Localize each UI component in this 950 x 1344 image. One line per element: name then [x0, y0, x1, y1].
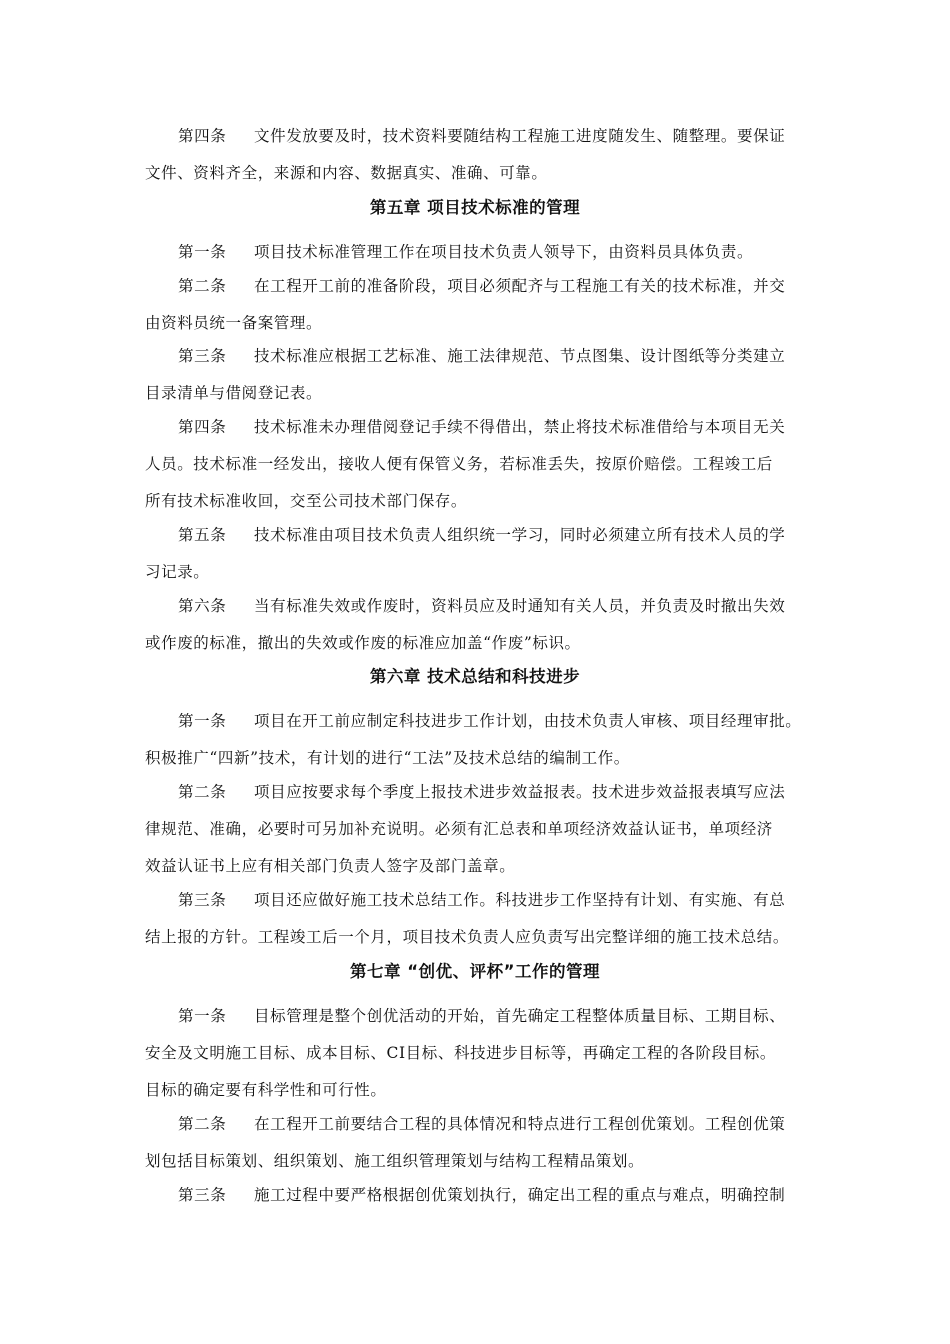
- paragraph-text: 文件、资料齐全，来源和内容、数据真实、准确、可靠。: [145, 164, 548, 182]
- paragraph-line: [178, 346, 858, 366]
- paragraph-text: 文件发放要及时，技术资料要随结构工程施工进度随发生、随整理。要保证: [254, 127, 786, 145]
- paragraph-text: 习记录。: [145, 563, 210, 581]
- paragraph-text: 项目在开工前应制定科技进步工作计划，由技术负责人审核、项目经理审批。: [254, 712, 802, 730]
- paragraph-text: 技术标准未办理借阅登记手续不得借出，禁止将技术标准借给与本项目无关: [254, 418, 786, 436]
- chapter-heading: 第五章 项目技术标准的管理: [369, 198, 581, 217]
- paragraph-text: 项目应按要求每个季度上报技术进步效益报表。技术进步效益报表填写应法: [254, 783, 786, 801]
- paragraph-text: 律规范、准确，必要时可另加补充说明。必须有汇总表和单项经济效益认证书，单项经济: [145, 820, 773, 838]
- paragraph-line: [145, 454, 825, 474]
- paragraph-text: 目标管理是整个创优活动的开始，首先确定工程整体质量目标、工期目标、: [254, 1007, 786, 1025]
- paragraph-line: [178, 525, 858, 545]
- paragraph-line: [145, 1151, 825, 1171]
- paragraph-line: [145, 856, 825, 876]
- paragraph-line: [145, 1080, 825, 1100]
- paragraph-line: [178, 596, 858, 616]
- article-label: 第三条: [178, 347, 227, 365]
- paragraph-line: [145, 1043, 825, 1063]
- paragraph-line: [178, 782, 858, 802]
- chapter-heading: 第六章 技术总结和科技进步: [369, 667, 581, 686]
- paragraph-text: 所有技术标准收回，交至公司技术部门保存。: [145, 492, 468, 510]
- paragraph-line: [145, 163, 825, 183]
- article-label: 第一条: [178, 712, 227, 730]
- paragraph-line: [178, 1185, 858, 1205]
- paragraph-text: 在工程开工前要结合工程的具体情况和特点进行工程创优策划。工程创优策: [254, 1115, 786, 1133]
- paragraph-line: [145, 562, 825, 582]
- paragraph-text: 项目还应做好施工技术总结工作。科技进步工作坚持有计划、有实施、有总: [254, 891, 786, 909]
- paragraph-line: [178, 242, 858, 262]
- paragraph-text: 结上报的方针。工程竣工后一个月，项目技术负责人应负责写出完整详细的施工技术总结。: [145, 928, 790, 946]
- paragraph-text: 人员。技术标准一经发出，接收人便有保管义务，若标准丢失，按原价赔偿。工程竣工后: [145, 455, 773, 473]
- paragraph-line: [178, 1114, 858, 1134]
- paragraph-text: 效益认证书上应有相关部门负责人签字及部门盖章。: [145, 857, 516, 875]
- paragraph-line: [145, 383, 825, 403]
- paragraph-text: 安全及文明施工目标、成本目标、CI目标、科技进步目标等，再确定工程的各阶段目标。: [145, 1044, 776, 1062]
- paragraph-line: [178, 417, 858, 437]
- article-label: 第二条: [178, 783, 227, 801]
- article-label: 第五条: [178, 526, 227, 544]
- article-label: 第二条: [178, 277, 227, 295]
- chapter-heading: 第七章 “创优、评杯”工作的管理: [350, 962, 600, 981]
- article-label: 第三条: [178, 891, 227, 909]
- paragraph-text: 积极推广“四新”技术，有计划的进行“工法”及技术总结的编制工作。: [145, 749, 630, 767]
- paragraph-text: 划包括目标策划、组织策划、施工组织管理策划与结构工程精品策划。: [145, 1152, 645, 1170]
- paragraph-text: 当有标准失效或作废时，资料员应及时通知有关人员，并负责及时撤出失效: [254, 597, 786, 615]
- article-label: 第一条: [178, 243, 227, 261]
- paragraph-line: [145, 491, 825, 511]
- paragraph-line: [145, 748, 825, 768]
- article-label: 第二条: [178, 1115, 227, 1133]
- article-label: 第四条: [178, 418, 227, 436]
- article-label: 第六条: [178, 597, 227, 615]
- paragraph-line: [178, 890, 858, 910]
- paragraph-line: [145, 313, 825, 333]
- paragraph-line: [178, 126, 858, 146]
- paragraph-line: [145, 633, 825, 653]
- paragraph-text: 在工程开工前的准备阶段，项目必须配齐与工程施工有关的技术标准，并交: [254, 277, 786, 295]
- paragraph-text: 或作废的标准，撤出的失效或作废的标准应加盖“作废”标识。: [145, 634, 581, 652]
- paragraph-text: 技术标准由项目技术负责人组织统一学习，同时必须建立所有技术人员的学: [254, 526, 786, 544]
- paragraph-line: [178, 1006, 858, 1026]
- paragraph-text: 施工过程中要严格根据创优策划执行，确定出工程的重点与难点，明确控制: [254, 1186, 786, 1204]
- paragraph-text: 目录清单与借阅登记表。: [145, 384, 323, 402]
- paragraph-text: 技术标准应根据工艺标准、施工法律规范、节点图集、设计图纸等分类建立: [254, 347, 786, 365]
- paragraph-text: 项目技术标准管理工作在项目技术负责人领导下，由资料员具体负责。: [254, 243, 754, 261]
- paragraph-line: [145, 819, 825, 839]
- article-label: 第三条: [178, 1186, 227, 1204]
- article-label: 第一条: [178, 1007, 227, 1025]
- article-label: 第四条: [178, 127, 227, 145]
- paragraph-line: [178, 276, 858, 296]
- paragraph-line: [145, 927, 825, 947]
- paragraph-text: 由资料员统一备案管理。: [145, 314, 323, 332]
- paragraph-text: 目标的确定要有科学性和可行性。: [145, 1081, 387, 1099]
- paragraph-line: [178, 711, 858, 731]
